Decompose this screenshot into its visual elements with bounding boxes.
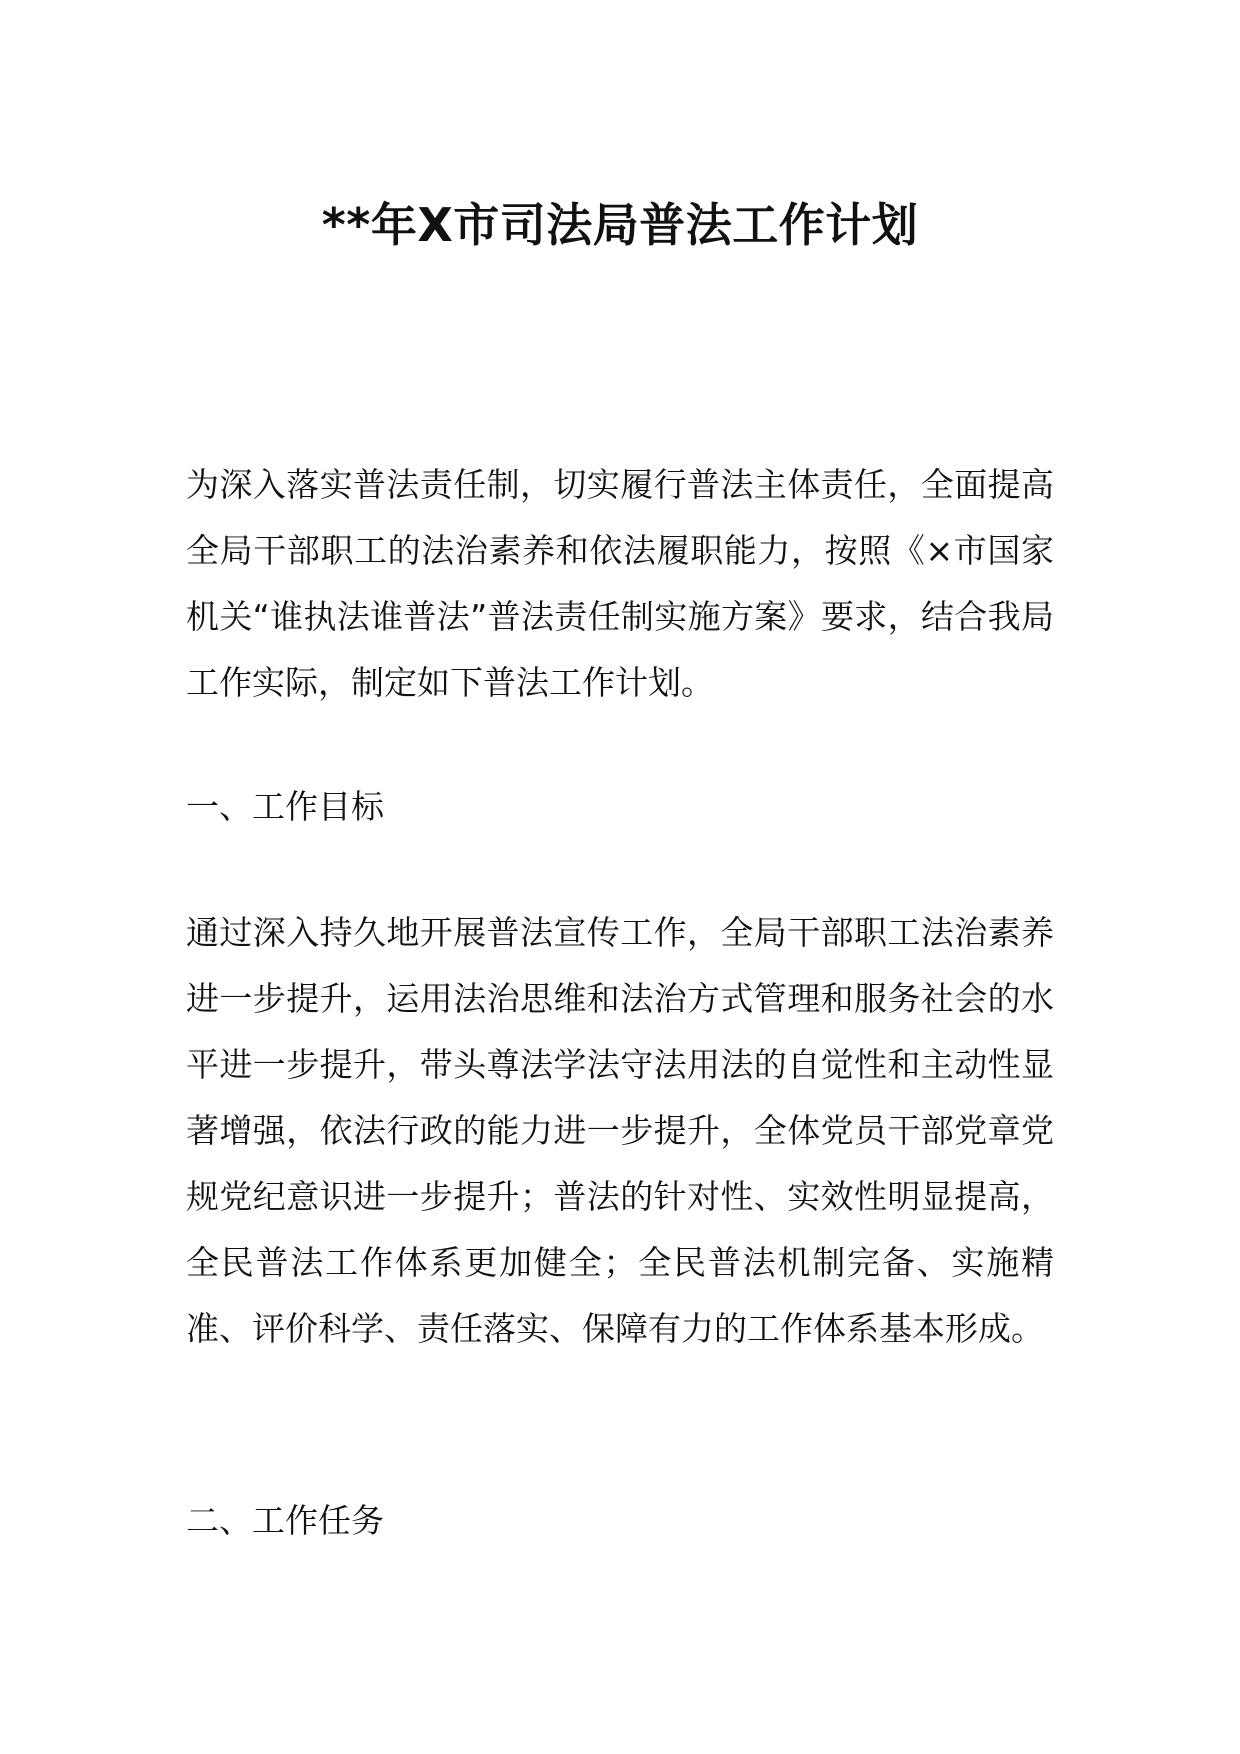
intro-paragraph: 为深入落实普法责任制，切实履行普法主体责任，全面提高全局干部职工的法治素养和依法履职能力，按照《×市国家机关“谁执法谁普法”普法责任制实施方案》要求，结合我局工作实际，制定如下普法工作计划。: [186, 465, 1054, 702]
section-heading-goals: 一、工作目标: [186, 787, 384, 826]
goals-paragraph: 通过深入持久地开展普法宣传工作，全局干部职工法治素养进一步提升，运用法治思维和法治方式管理和服务社会的水平进一步提升，带头尊法学法守法用法的自觉性和主动性显著增强，依法行政的能力进一步提升，全体党员干部党章党规党纪意识进一步提升；普法的针对性、实效性明显提高，全民普法工作体系更加健全；全民普法机制完备、实施精准、评价科学、责任落实、保障有力的工作体系基本形成。: [186, 913, 1054, 1348]
document-title: **年X市司法局普法工作计划: [321, 198, 919, 252]
section-heading-tasks: 二、工作任务: [186, 1501, 384, 1540]
